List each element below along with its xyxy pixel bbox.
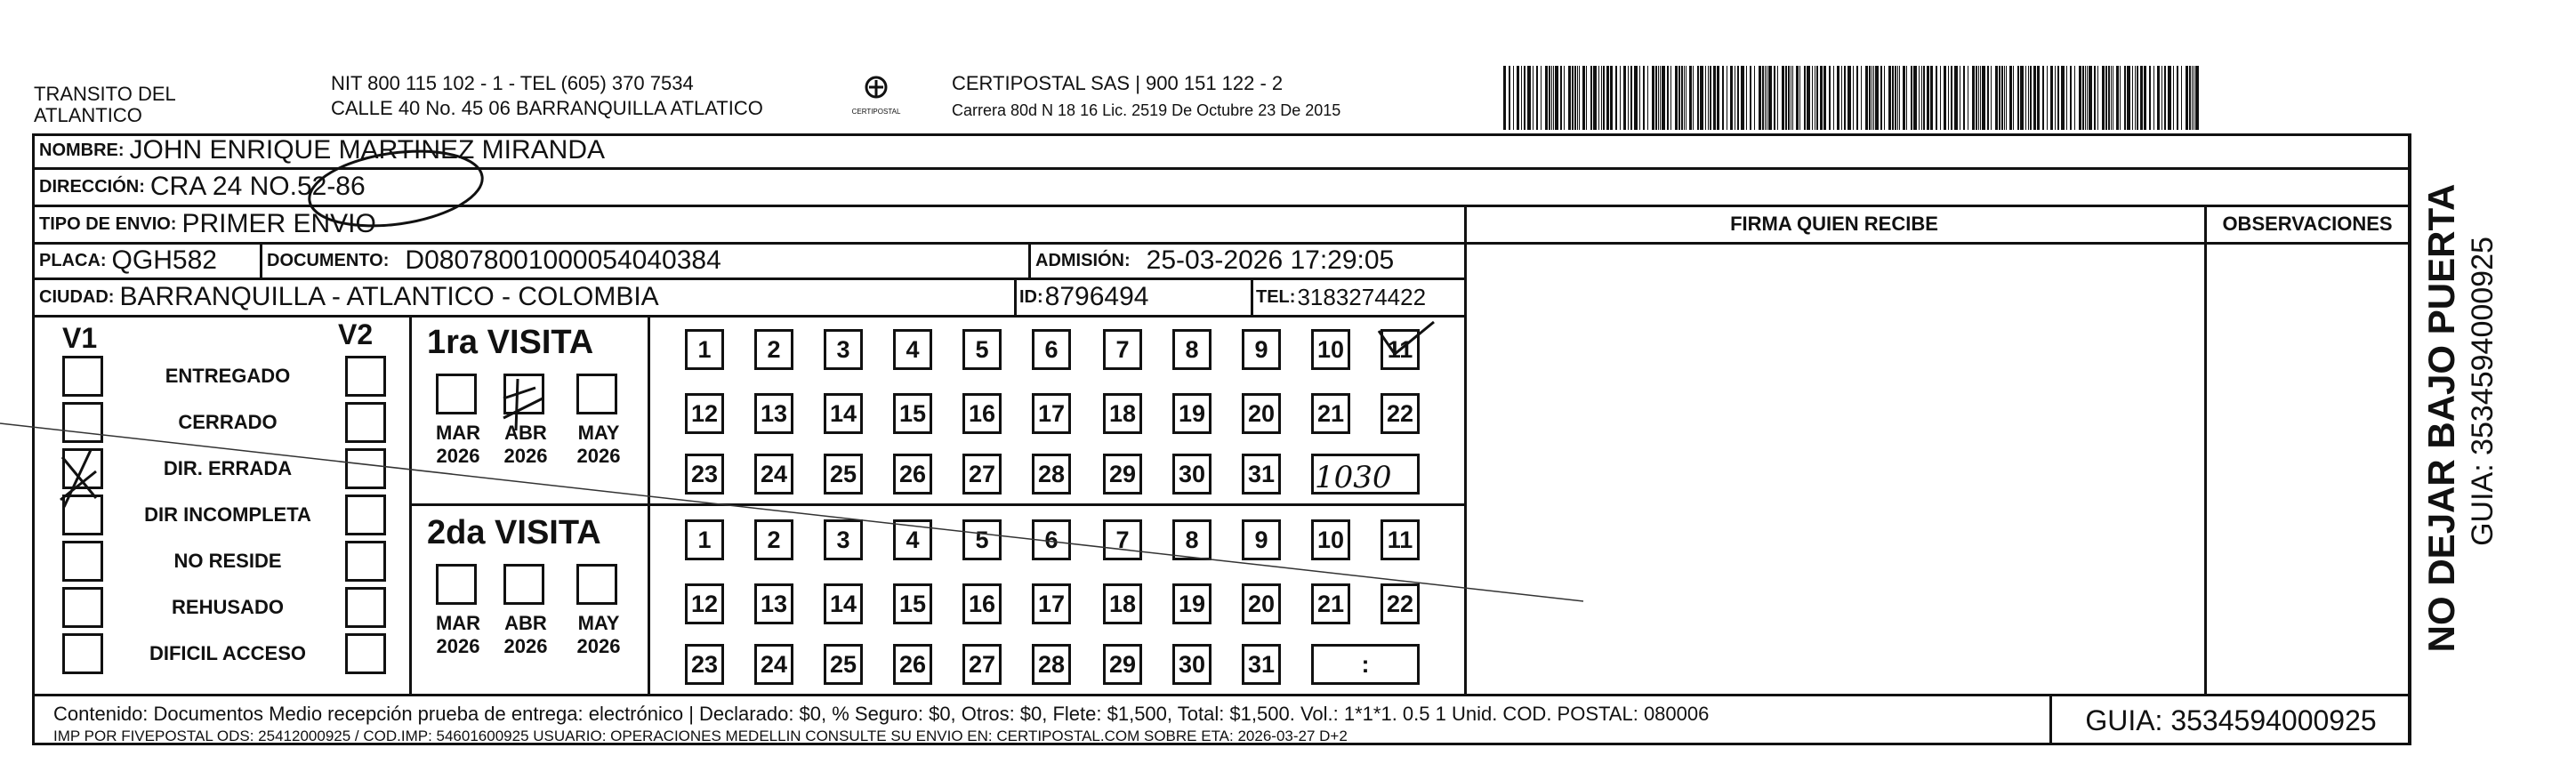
visit2-time-box[interactable]: : bbox=[1311, 644, 1420, 685]
address-circle-mark bbox=[304, 141, 487, 236]
license-line: Carrera 80d N 18 16 Lic. 2519 De Octubre 23 De 2015 bbox=[952, 101, 1341, 119]
visit1-day-1[interactable]: 1 bbox=[685, 329, 724, 370]
visit2-day-12[interactable]: 12 bbox=[685, 583, 724, 624]
sender-name-line2: ATLANTICO bbox=[34, 104, 142, 126]
side-guia: GUIA: 3534594000925 bbox=[2466, 237, 2500, 546]
nombre-label: NOMBRE: bbox=[39, 140, 125, 160]
visit2-day-11[interactable]: 11 bbox=[1381, 519, 1420, 560]
visit2-day-24[interactable]: 24 bbox=[754, 644, 793, 685]
visit2-day-25[interactable]: 25 bbox=[824, 644, 863, 685]
v1-label: V1 bbox=[62, 322, 98, 354]
visit2-month-label-may: MAY 2026 bbox=[576, 612, 621, 657]
tel-label: TEL: bbox=[1256, 286, 1296, 307]
visit2-day-31[interactable]: 31 bbox=[1242, 644, 1281, 685]
visit2-day-16[interactable]: 16 bbox=[962, 583, 1002, 624]
visit1-day-2[interactable]: 2 bbox=[754, 329, 793, 370]
footer-contenido: Contenido: Documentos Medio recepción prueba de entrega: electrónico | Declarado: $0, % Seguro: $0, Otros: $0, Flete: $1,500, Total: $1,500. Vol.: 1*1*1. 0.5 1 Unid. COD. POSTAL: 080006 bbox=[53, 703, 1710, 725]
visit2-day-13[interactable]: 13 bbox=[754, 583, 793, 624]
visit2-day-27[interactable]: 27 bbox=[962, 644, 1002, 685]
admision-value: 25-03-2026 17:29:05 bbox=[1146, 245, 1395, 275]
visit1-day-5[interactable]: 5 bbox=[962, 329, 1002, 370]
visit2-month-label-abr: ABR 2026 bbox=[503, 612, 548, 657]
handwritten-time: 1030 bbox=[1315, 460, 1392, 495]
ciudad-value: BARRANQUILLA - ATLANTICO - COLOMBIA bbox=[119, 282, 659, 311]
tipo-envio-label: TIPO DE ENVIO: bbox=[39, 213, 177, 234]
visit2-day-28[interactable]: 28 bbox=[1032, 644, 1071, 685]
visit1-day-26[interactable]: 26 bbox=[893, 454, 932, 495]
visit2-day-26[interactable]: 26 bbox=[893, 644, 932, 685]
visit1-day-17[interactable]: 17 bbox=[1032, 393, 1071, 434]
status-label-cerrado: CERRADO bbox=[178, 411, 278, 433]
visit2-day-4[interactable]: 4 bbox=[893, 519, 932, 560]
sender-name-line1: TRANSITO DEL bbox=[34, 83, 176, 105]
visit1-day-25[interactable]: 25 bbox=[824, 454, 863, 495]
observaciones-label: OBSERVACIONES bbox=[2222, 213, 2393, 235]
documento-value: D08078001000054040384 bbox=[405, 245, 721, 275]
status-label-rehusado: REHUSADO bbox=[172, 596, 284, 618]
visit1-day-9[interactable]: 9 bbox=[1242, 329, 1281, 370]
visit2-day-17[interactable]: 17 bbox=[1032, 583, 1071, 624]
visit1-day-16[interactable]: 16 bbox=[962, 393, 1002, 434]
status-label-entregado: ENTREGADO bbox=[165, 365, 291, 387]
documento-label: DOCUMENTO: bbox=[267, 250, 390, 270]
visit1-day-10[interactable]: 10 bbox=[1311, 329, 1350, 370]
direccion-label: DIRECCIÓN: bbox=[39, 176, 145, 197]
visit1-day-21[interactable]: 21 bbox=[1311, 393, 1350, 434]
abr-visit1-check-mark bbox=[503, 379, 543, 430]
admision-label: ADMISIÓN: bbox=[1035, 250, 1131, 270]
visit2-day-23[interactable]: 23 bbox=[685, 644, 724, 685]
tipo-envio-value: PRIMER ENVIO bbox=[181, 209, 376, 238]
visit1-day-11[interactable]: 11 bbox=[1381, 329, 1420, 370]
visit1-day-18[interactable]: 18 bbox=[1103, 393, 1142, 434]
visit2-day-19[interactable]: 19 bbox=[1172, 583, 1212, 624]
visit1-day-23[interactable]: 23 bbox=[685, 454, 724, 495]
visit1-day-14[interactable]: 14 bbox=[824, 393, 863, 434]
nombre-value: JOHN ENRIQUE MARTINEZ MIRANDA bbox=[129, 135, 606, 165]
id-label: ID: bbox=[1019, 286, 1043, 307]
visit2-day-2[interactable]: 2 bbox=[754, 519, 793, 560]
visit1-day-3[interactable]: 3 bbox=[824, 329, 863, 370]
visit2-day-6[interactable]: 6 bbox=[1032, 519, 1071, 560]
footer-guia: GUIA: 3534594000925 bbox=[2085, 704, 2377, 736]
visit1-day-24[interactable]: 24 bbox=[754, 454, 793, 495]
visit2-day-8[interactable]: 8 bbox=[1172, 519, 1212, 560]
v1-dir-errada-check-mark bbox=[60, 450, 96, 507]
visit2-month-label-mar: MAR 2026 bbox=[435, 612, 481, 657]
placa-value: QGH582 bbox=[111, 245, 217, 275]
visit2-day-20[interactable]: 20 bbox=[1242, 583, 1281, 624]
visit1-title: 1ra VISITA bbox=[427, 324, 594, 361]
status-label-dir-errada: DIR. ERRADA bbox=[163, 457, 293, 479]
visit1-day-28[interactable]: 28 bbox=[1032, 454, 1071, 495]
visit2-day-21[interactable]: 21 bbox=[1311, 583, 1350, 624]
visit1-day-15[interactable]: 15 bbox=[893, 393, 932, 434]
ciudad-label: CIUDAD: bbox=[39, 286, 115, 307]
day-11-check-mark bbox=[1379, 322, 1434, 354]
visit1-day-8[interactable]: 8 bbox=[1172, 329, 1212, 370]
visit1-day-30[interactable]: 30 bbox=[1172, 454, 1212, 495]
status-label-no-reside: NO RESIDE bbox=[173, 550, 282, 572]
visit2-day-29[interactable]: 29 bbox=[1103, 644, 1142, 685]
visit1-day-29[interactable]: 29 bbox=[1103, 454, 1142, 495]
visit2-day-18[interactable]: 18 bbox=[1103, 583, 1142, 624]
visit1-day-22[interactable]: 22 bbox=[1381, 393, 1420, 434]
status-label-dir-incompleta: DIR INCOMPLETA bbox=[144, 503, 311, 526]
visit1-day-4[interactable]: 4 bbox=[893, 329, 932, 370]
visit2-title: 2da VISITA bbox=[427, 514, 601, 551]
visit2-day-14[interactable]: 14 bbox=[824, 583, 863, 624]
visit2-day-1[interactable]: 1 bbox=[685, 519, 724, 560]
visit2-day-9[interactable]: 9 bbox=[1242, 519, 1281, 560]
visit1-day-20[interactable]: 20 bbox=[1242, 393, 1281, 434]
placa-label: PLACA: bbox=[39, 250, 107, 270]
visit1-month-label-may: MAY 2026 bbox=[576, 422, 621, 467]
tel-value: 3183274422 bbox=[1297, 283, 1427, 310]
visit2-day-3[interactable]: 3 bbox=[824, 519, 863, 560]
direccion-value: CRA 24 NO.52-86 bbox=[149, 172, 366, 201]
visit1-day-7[interactable]: 7 bbox=[1103, 329, 1142, 370]
visit2-day-30[interactable]: 30 bbox=[1172, 644, 1212, 685]
id-value: 8796494 bbox=[1044, 282, 1149, 311]
sender-nit-line: NIT 800 115 102 - 1 - TEL (605) 370 7534 bbox=[331, 72, 694, 94]
visit2-day-5[interactable]: 5 bbox=[962, 519, 1002, 560]
visit2-day-15[interactable]: 15 bbox=[893, 583, 932, 624]
visit1-month-label-abr: ABR 2026 bbox=[503, 422, 548, 467]
visit2-day-10[interactable]: 10 bbox=[1311, 519, 1350, 560]
visit1-day-12[interactable]: 12 bbox=[685, 393, 724, 434]
status-label-dificil-acceso: DIFICIL ACCESO bbox=[149, 642, 306, 664]
visit1-day-27[interactable]: 27 bbox=[962, 454, 1002, 495]
firma-label: FIRMA QUIEN RECIBE bbox=[1730, 213, 1938, 235]
footer-imp: IMP POR FIVEPOSTAL ODS: 25412000925 / COD.IMP: 54601600925 USUARIO: OPERACIONES MEDELLIN CONSULTE SU ENVIO EN: CERTIPOSTAL.COM SOBRE ETA: 2026-03-27 D+2 bbox=[53, 728, 1348, 744]
visit1-day-31[interactable]: 31 bbox=[1242, 454, 1281, 495]
side-warning: NO DEJAR BAJO PUERTA bbox=[2420, 183, 2462, 653]
sender-address-line: CALLE 40 No. 45 06 BARRANQUILLA ATLATICO bbox=[331, 97, 763, 119]
v2-label: V2 bbox=[338, 318, 374, 350]
visit2-day-7[interactable]: 7 bbox=[1103, 519, 1142, 560]
logo-text: CERTIPOSTAL bbox=[851, 108, 901, 116]
company-line: CERTIPOSTAL SAS | 900 151 122 - 2 bbox=[952, 72, 1284, 94]
visit1-day-13[interactable]: 13 bbox=[754, 393, 793, 434]
visit1-day-6[interactable]: 6 bbox=[1032, 329, 1071, 370]
visit1-month-label-mar: MAR 2026 bbox=[435, 422, 481, 467]
stray-pen-line bbox=[0, 423, 1583, 601]
visit1-day-19[interactable]: 19 bbox=[1172, 393, 1212, 434]
visit2-day-22[interactable]: 22 bbox=[1381, 583, 1420, 624]
